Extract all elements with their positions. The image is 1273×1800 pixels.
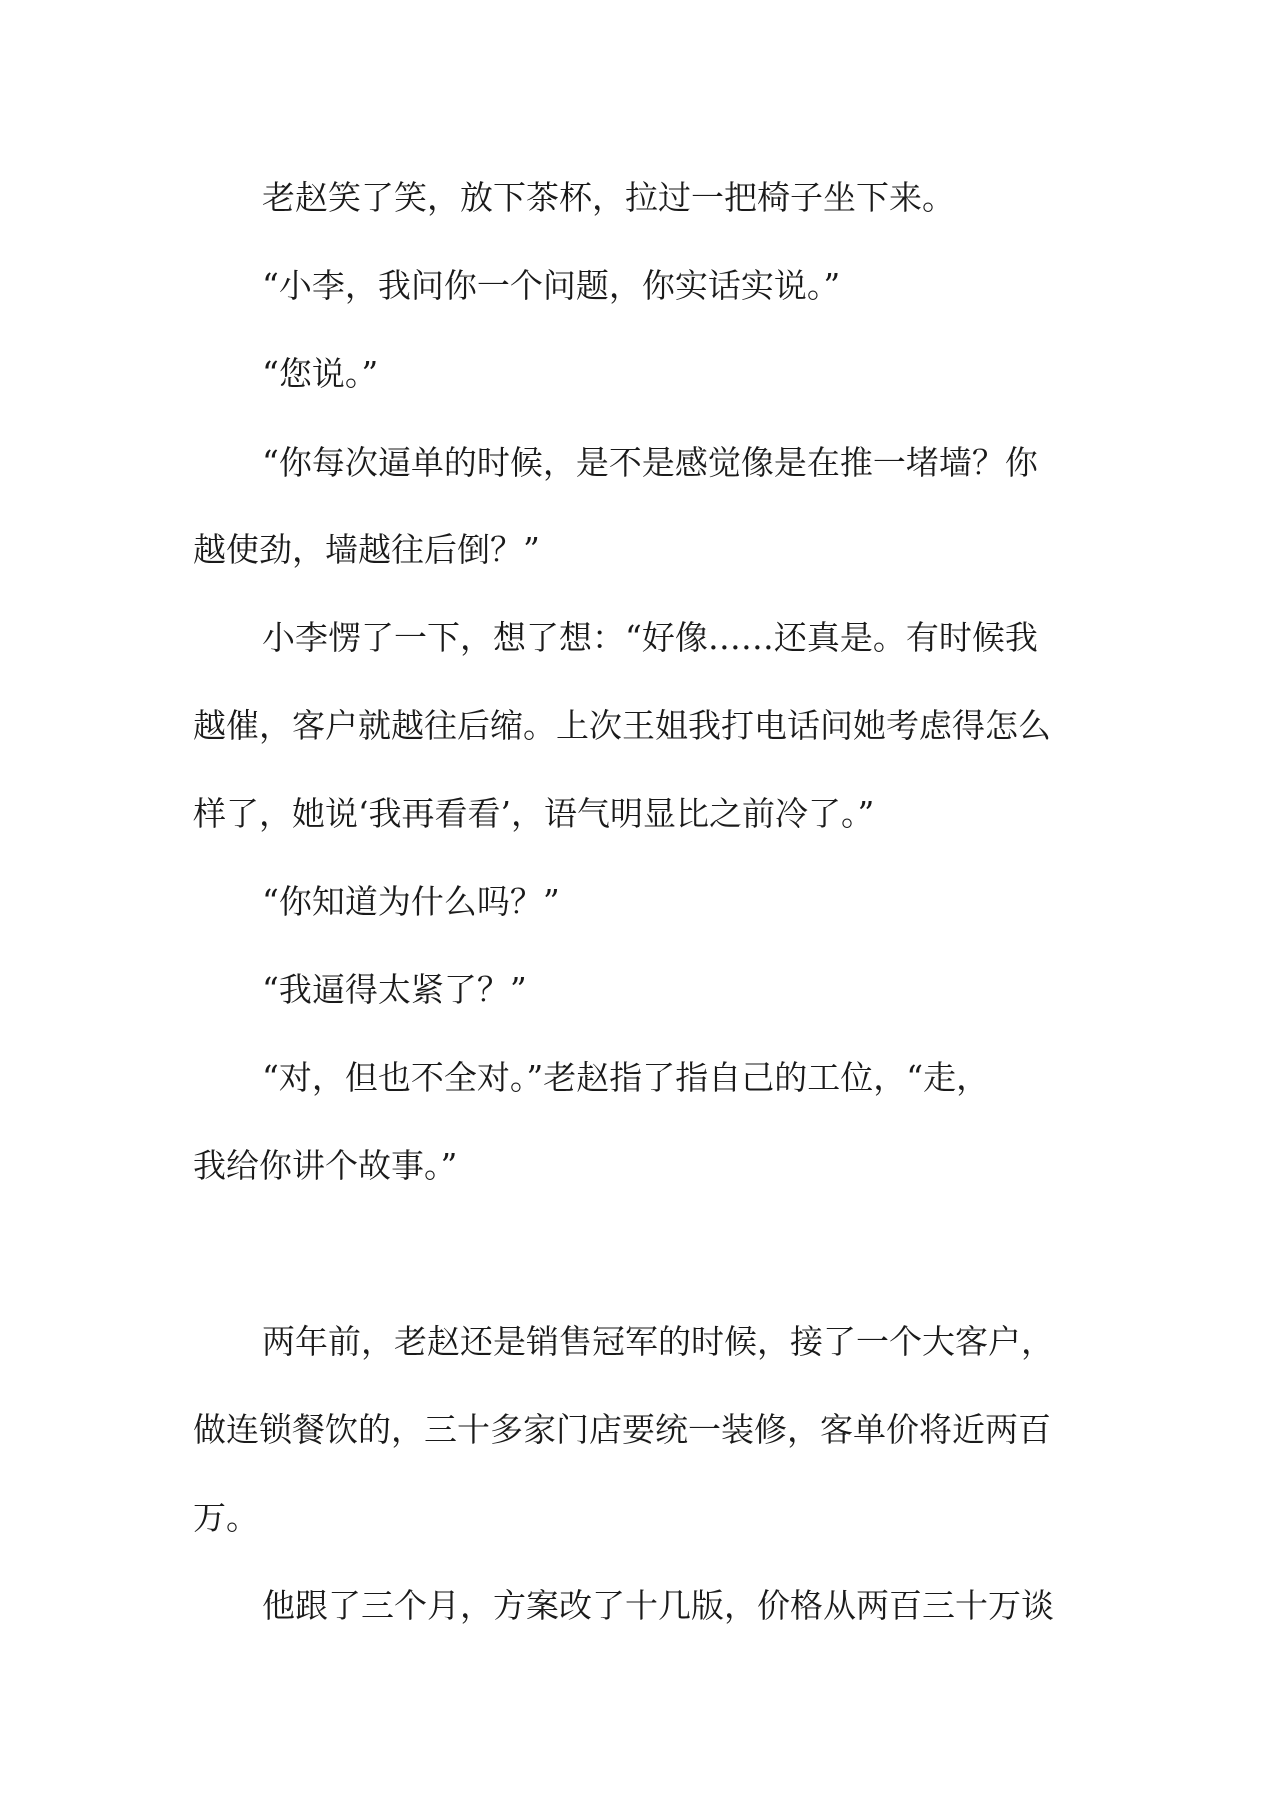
text-line: 越催，客户就越往后缩。上次王姐我打电话问她考虑得怎么: [193, 706, 1051, 745]
text-line: 小李愣了一下，想了想：“好像……还真是。有时候我: [262, 618, 1038, 657]
text-line: 老赵笑了笑，放下茶杯，拉过一把椅子坐下来。: [262, 178, 955, 217]
text-line: “你每次逼单的时候，是不是感觉像是在推一堵墙？你: [262, 443, 1038, 482]
text-line: 越使劲，墙越往后倒？”: [193, 530, 540, 569]
text-line: 样了，她说‘我再看看’，语气明显比之前冷了。”: [193, 794, 875, 833]
text-line: “对，但也不全对。”老赵指了指自己的工位，“走，: [262, 1058, 990, 1097]
text-line: 万。: [193, 1498, 259, 1537]
text-line: “你知道为什么吗？”: [262, 882, 560, 921]
text-line: “我逼得太紧了？”: [262, 970, 527, 1009]
text-line: “您说。”: [262, 354, 379, 393]
text-line: 我给你讲个故事。”: [193, 1146, 458, 1185]
text-line: 做连锁餐饮的，三十多家门店要统一装修，客单价将近两百: [193, 1410, 1051, 1449]
text-line: “小李，我问你一个问题，你实话实说。”: [262, 266, 841, 305]
text-line: 他跟了三个月，方案改了十几版，价格从两百三十万谈: [262, 1586, 1054, 1625]
text-line: 两年前，老赵还是销售冠军的时候，接了一个大客户，: [262, 1322, 1054, 1361]
